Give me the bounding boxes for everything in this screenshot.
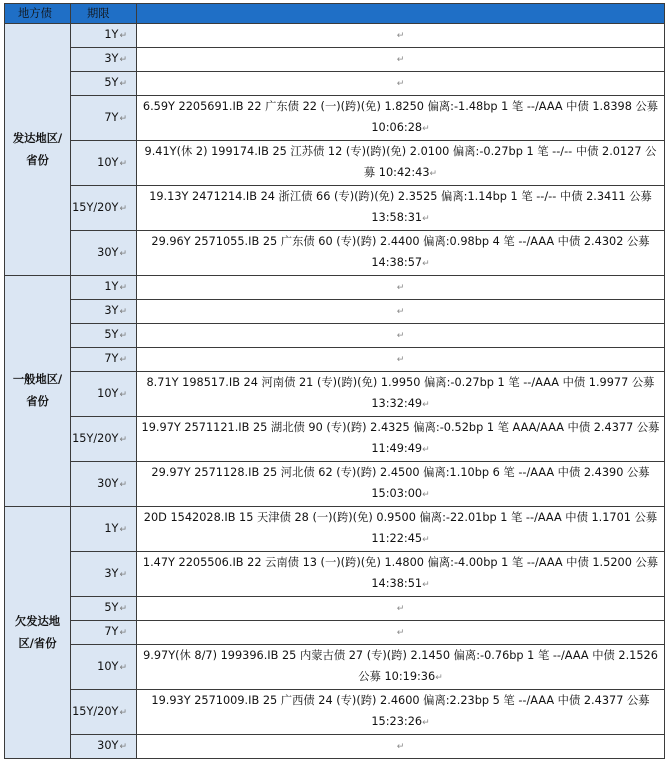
bond-cell: 6.59Y 2205691.IB 22 广东债 22 (一)(跨)(免) 1.8250 偏离:-1.48bp 1 笔 --/AAA 中债 1.8398 公募 10:06:28↵ bbox=[137, 96, 665, 141]
return-mark-icon: ↵ bbox=[422, 124, 430, 134]
term-cell: 7Y↵ bbox=[71, 348, 137, 372]
term-cell: 10Y↵ bbox=[71, 372, 137, 417]
bond-cell bbox=[137, 348, 665, 372]
return-mark-icon: ↵ bbox=[119, 662, 127, 673]
term-cell: 15Y/20Y↵ bbox=[71, 417, 137, 462]
bond-cell: 19.93Y 2571009.IB 25 广西债 24 (专)(跨) 2.4600 偏离:2.23bp 5 笔 --/AAA 中债 2.4377 公募 15:23:26↵ bbox=[137, 690, 665, 735]
return-mark-icon: ↵ bbox=[119, 113, 127, 124]
table-row bbox=[5, 417, 665, 462]
table-row bbox=[5, 507, 665, 552]
table-row bbox=[5, 72, 665, 96]
bond-cell: 20D 1542028.IB 15 天津债 28 (一)(跨)(免) 0.9500 偏离:-22.01bp 1 笔 --/AAA 中债 1.1701 公募 11:22:45↵ bbox=[137, 507, 665, 552]
bond-cell bbox=[137, 621, 665, 645]
bond-cell: 8.71Y 198517.IB 24 河南债 21 (专)(跨)(免) 1.9950 偏离:-0.27bp 1 笔 --/AAA 中债 1.9977 公募 13:32:49↵ bbox=[137, 372, 665, 417]
return-mark-icon: ↵ bbox=[422, 718, 430, 728]
table-row bbox=[5, 96, 665, 141]
term-cell: 1Y↵ bbox=[71, 276, 137, 300]
return-mark-icon: ↵ bbox=[422, 445, 430, 455]
return-mark-icon: ↵ bbox=[119, 248, 127, 259]
header-row bbox=[5, 4, 665, 24]
term-cell: 7Y↵ bbox=[71, 96, 137, 141]
table-row bbox=[5, 324, 665, 348]
return-mark-icon: ↵ bbox=[422, 490, 430, 500]
return-mark-icon: ↵ bbox=[396, 79, 405, 89]
table-row bbox=[5, 372, 665, 417]
return-mark-icon: ↵ bbox=[119, 742, 127, 752]
return-mark-icon: ↵ bbox=[119, 389, 127, 400]
bond-cell bbox=[137, 24, 665, 48]
region-general bbox=[5, 276, 71, 507]
bond-cell bbox=[137, 48, 665, 72]
return-mark-icon: ↵ bbox=[119, 569, 127, 580]
table-row bbox=[5, 24, 665, 48]
table-row bbox=[5, 597, 665, 621]
return-mark-icon: ↵ bbox=[119, 79, 127, 89]
return-mark-icon: ↵ bbox=[119, 434, 127, 445]
term-cell: 1Y↵ bbox=[71, 507, 137, 552]
bond-cell: 1.47Y 2205506.IB 22 云南债 13 (一)(跨)(免) 1.4800 偏离:-4.00bp 1 笔 --/AAA 中债 1.5200 公募 14:38:51↵ bbox=[137, 552, 665, 597]
bond-table bbox=[4, 3, 665, 759]
return-mark-icon: ↵ bbox=[422, 400, 430, 410]
table-row bbox=[5, 348, 665, 372]
bond-cell bbox=[137, 72, 665, 96]
term-cell: 3Y↵ bbox=[71, 48, 137, 72]
term-cell: 3Y↵ bbox=[71, 300, 137, 324]
table-row bbox=[5, 735, 665, 759]
table-row bbox=[5, 462, 665, 507]
return-mark-icon: ↵ bbox=[119, 55, 127, 65]
return-mark-icon: ↵ bbox=[119, 331, 127, 341]
return-mark-icon: ↵ bbox=[119, 203, 127, 214]
return-mark-icon: ↵ bbox=[435, 673, 443, 683]
return-mark-icon: ↵ bbox=[422, 535, 430, 545]
term-cell: 1Y↵ bbox=[71, 24, 137, 48]
term-cell: 5Y↵ bbox=[71, 324, 137, 348]
return-mark-icon: ↵ bbox=[396, 628, 405, 638]
bond-cell: 19.13Y 2471214.IB 24 浙江债 66 (专)(跨)(免) 2.3525 偏离:1.14bp 1 笔 --/-- 中债 2.3411 公募 13:58:31↵ bbox=[137, 186, 665, 231]
term-cell: 5Y↵ bbox=[71, 72, 137, 96]
return-mark-icon: ↵ bbox=[396, 331, 405, 341]
term-cell: 30Y↵ bbox=[71, 735, 137, 759]
term-cell: 30Y↵ bbox=[71, 462, 137, 507]
bond-cell bbox=[137, 300, 665, 324]
term-cell: 10Y↵ bbox=[71, 645, 137, 690]
return-mark-icon: ↵ bbox=[422, 580, 430, 590]
term-cell: 15Y/20Y↵ bbox=[71, 186, 137, 231]
term-cell: 3Y↵ bbox=[71, 552, 137, 597]
return-mark-icon: ↵ bbox=[119, 604, 127, 614]
table-row bbox=[5, 645, 665, 690]
term-cell: 15Y/20Y↵ bbox=[71, 690, 137, 735]
table-row bbox=[5, 621, 665, 645]
return-mark-icon: ↵ bbox=[396, 55, 405, 65]
return-mark-icon: ↵ bbox=[119, 628, 127, 638]
term-cell: 5Y↵ bbox=[71, 597, 137, 621]
region-underdeveloped bbox=[5, 507, 71, 759]
term-cell: 10Y↵ bbox=[71, 141, 137, 186]
bond-cell bbox=[137, 276, 665, 300]
term-cell: 30Y↵ bbox=[71, 231, 137, 276]
return-mark-icon: ↵ bbox=[119, 355, 127, 365]
table-row bbox=[5, 48, 665, 72]
table-row bbox=[5, 231, 665, 276]
return-mark-icon: ↵ bbox=[119, 524, 127, 535]
return-mark-icon: ↵ bbox=[119, 283, 127, 293]
return-mark-icon: ↵ bbox=[396, 307, 405, 317]
table-row bbox=[5, 276, 665, 300]
table-row bbox=[5, 552, 665, 597]
return-mark-icon: ↵ bbox=[119, 307, 127, 317]
return-mark-icon: ↵ bbox=[396, 355, 405, 365]
region-developed bbox=[5, 24, 71, 276]
return-mark-icon: ↵ bbox=[429, 169, 438, 179]
return-mark-icon: ↵ bbox=[396, 31, 405, 41]
bond-cell: 29.97Y 2571128.IB 25 河北债 62 (专)(跨) 2.4500 偏离:1.10bp 6 笔 --/AAA 中债 2.4390 公募 15:03:00↵ bbox=[137, 462, 665, 507]
bond-cell: 29.96Y 2571055.IB 25 广东债 60 (专)(跨) 2.4400 偏离:0.98bp 4 笔 --/AAA 中债 2.4302 公募 14:38:57↵ bbox=[137, 231, 665, 276]
table-row bbox=[5, 300, 665, 324]
return-mark-icon: ↵ bbox=[422, 214, 430, 224]
bond-cell: 9.97Y(休 8/7) 199396.IB 25 内蒙古债 27 (专)(跨) 2.1450 偏离:-0.76bp 1 笔 --/AAA 中债 2.1526 公募 10:19:36↵ bbox=[137, 645, 665, 690]
region-label: 发达地区/省份 bbox=[12, 131, 63, 167]
table-row bbox=[5, 690, 665, 735]
return-mark-icon: ↵ bbox=[396, 742, 405, 752]
header-term: 期限 bbox=[71, 4, 137, 24]
bond-cell: 19.97Y 2571121.IB 25 湖北债 90 (专)(跨) 2.4325 偏离:-0.52bp 1 笔 AAA/AAA 中债 2.4377 公募 11:49:49↵ bbox=[137, 417, 665, 462]
bond-cell bbox=[137, 735, 665, 759]
return-mark-icon: ↵ bbox=[119, 158, 127, 169]
return-mark-icon: ↵ bbox=[119, 707, 127, 718]
return-mark-icon: ↵ bbox=[119, 31, 127, 41]
return-mark-icon: ↵ bbox=[396, 283, 405, 293]
return-mark-icon: ↵ bbox=[422, 259, 430, 269]
bond-cell: 9.41Y(休 2) 199174.IB 25 江苏债 12 (专)(跨)(免) 2.0100 偏离:-0.27bp 1 笔 --/-- 中债 2.0127 公募 10:42:43↵ bbox=[137, 141, 665, 186]
table-row bbox=[5, 141, 665, 186]
bond-cell bbox=[137, 597, 665, 621]
return-mark-icon: ↵ bbox=[396, 604, 405, 614]
return-mark-icon: ↵ bbox=[119, 479, 127, 490]
header-region: 地方债 bbox=[5, 4, 71, 24]
term-cell: 7Y↵ bbox=[71, 621, 137, 645]
header-blank bbox=[137, 4, 665, 24]
bond-cell bbox=[137, 324, 665, 348]
table-row bbox=[5, 186, 665, 231]
region-label: 一般地区/省份 bbox=[12, 373, 63, 408]
region-label: 欠发达地区/省份 bbox=[14, 614, 61, 650]
